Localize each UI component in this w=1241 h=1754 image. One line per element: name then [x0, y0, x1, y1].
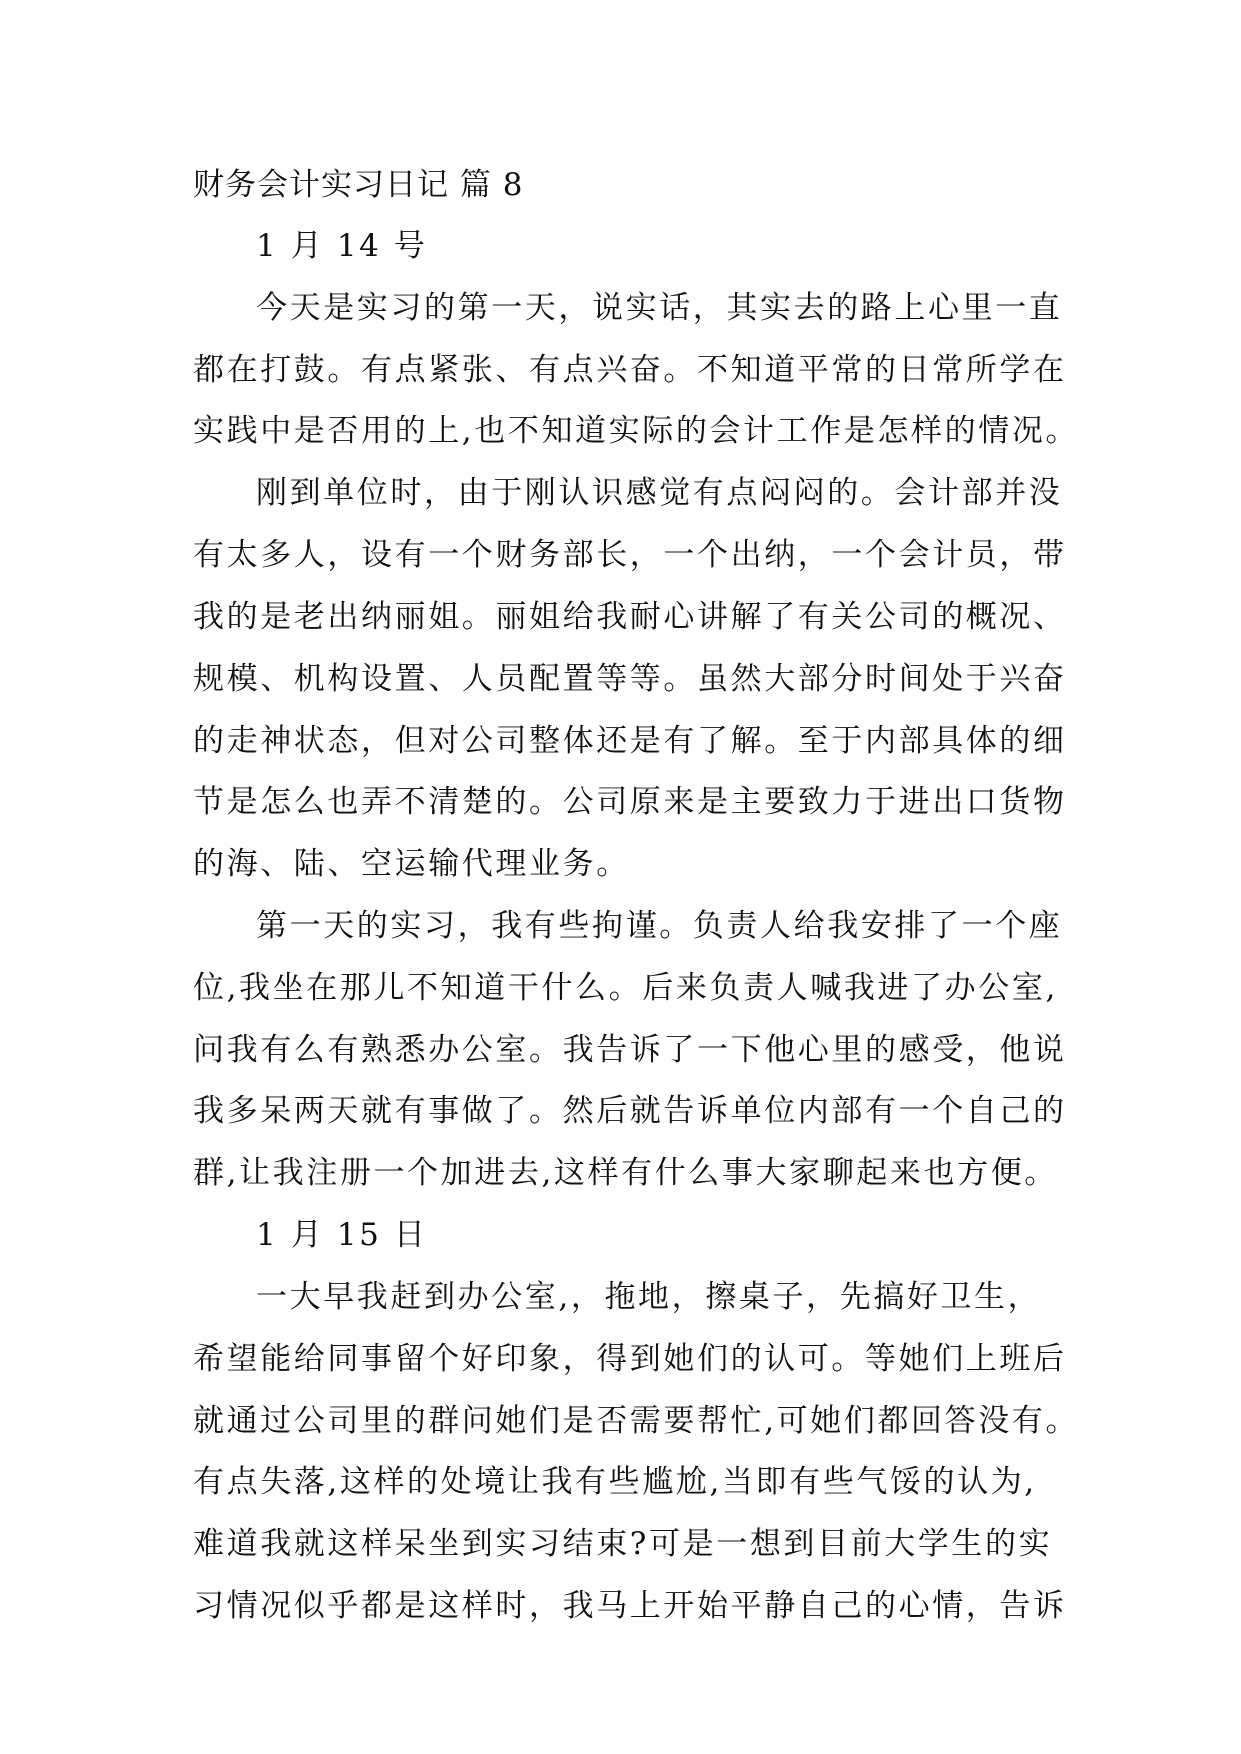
- text-line: 有点失落,这样的处境让我有些尴尬,当即有些气馁的认为,: [193, 1464, 1037, 1500]
- text-line: 有太多人，设有一个财务部长，一个出纳，一个会计员，带: [193, 537, 1067, 573]
- text-line: 都在打鼓。有点紧张、有点兴奋。不知道平常的日常所学在: [193, 352, 1067, 388]
- text-line: 习情况似乎都是这样时，我马上开始平静自己的心情，告诉: [193, 1588, 1067, 1624]
- diary-date-jan-14: 1 月 14 号: [256, 228, 428, 264]
- text-line: 规模、机构设置、人员配置等等。虽然大部分时间处于兴奋: [193, 661, 1067, 697]
- text-line: 难道我就这样呆坐到实习结束?可是一想到目前大学生的实: [193, 1526, 1053, 1562]
- text-line: 就通过公司里的群问她们是否需要帮忙,可她们都回答没有。: [193, 1403, 1080, 1439]
- text-line: 的走神状态，但对公司整体还是有了解。至于内部具体的细: [193, 723, 1067, 759]
- text-line: 位,我坐在那儿不知道干什么。后来负责人喊我进了办公室,: [193, 970, 1058, 1006]
- diary-date-jan-15: 1 月 15 日: [256, 1217, 428, 1253]
- text-line: 希望能给同事留个好印象，得到她们的认可。等她们上班后: [193, 1341, 1067, 1377]
- document-title: 财务会计实习日记 篇 8: [193, 167, 524, 203]
- text-line: 节是怎么也弄不清楚的。公司原来是主要致力于进出口货物: [193, 784, 1067, 820]
- text-line: 我多呆两天就有事做了。然后就告诉单位内部有一个自己的: [193, 1093, 1067, 1129]
- text-line: 一大早我赶到办公室,，拖地，擦桌子，先搞好卫生，: [256, 1279, 1042, 1315]
- text-line: 第一天的实习，我有些拘谨。负责人给我安排了一个座: [256, 908, 1063, 944]
- text-line: 今天是实习的第一天，说实话，其实去的路上心里一直: [256, 290, 1063, 326]
- text-line: 问我有么有熟悉办公室。我告诉了一下他心里的感受，他说: [193, 1032, 1067, 1068]
- text-line: 刚到单位时，由于刚认识感觉有点闷闷的。会计部并没: [256, 475, 1063, 511]
- text-line: 群,让我注册一个加进去,这样有什么事大家聊起来也方便。: [193, 1155, 1058, 1191]
- text-line: 实践中是否用的上,也不知道实际的会计工作是怎样的情况。: [193, 413, 1080, 449]
- text-line: 我的是老出纳丽姐。丽姐给我耐心讲解了有关公司的概况、: [193, 599, 1067, 635]
- text-line: 的海、陆、空运输代理业务。: [193, 846, 630, 882]
